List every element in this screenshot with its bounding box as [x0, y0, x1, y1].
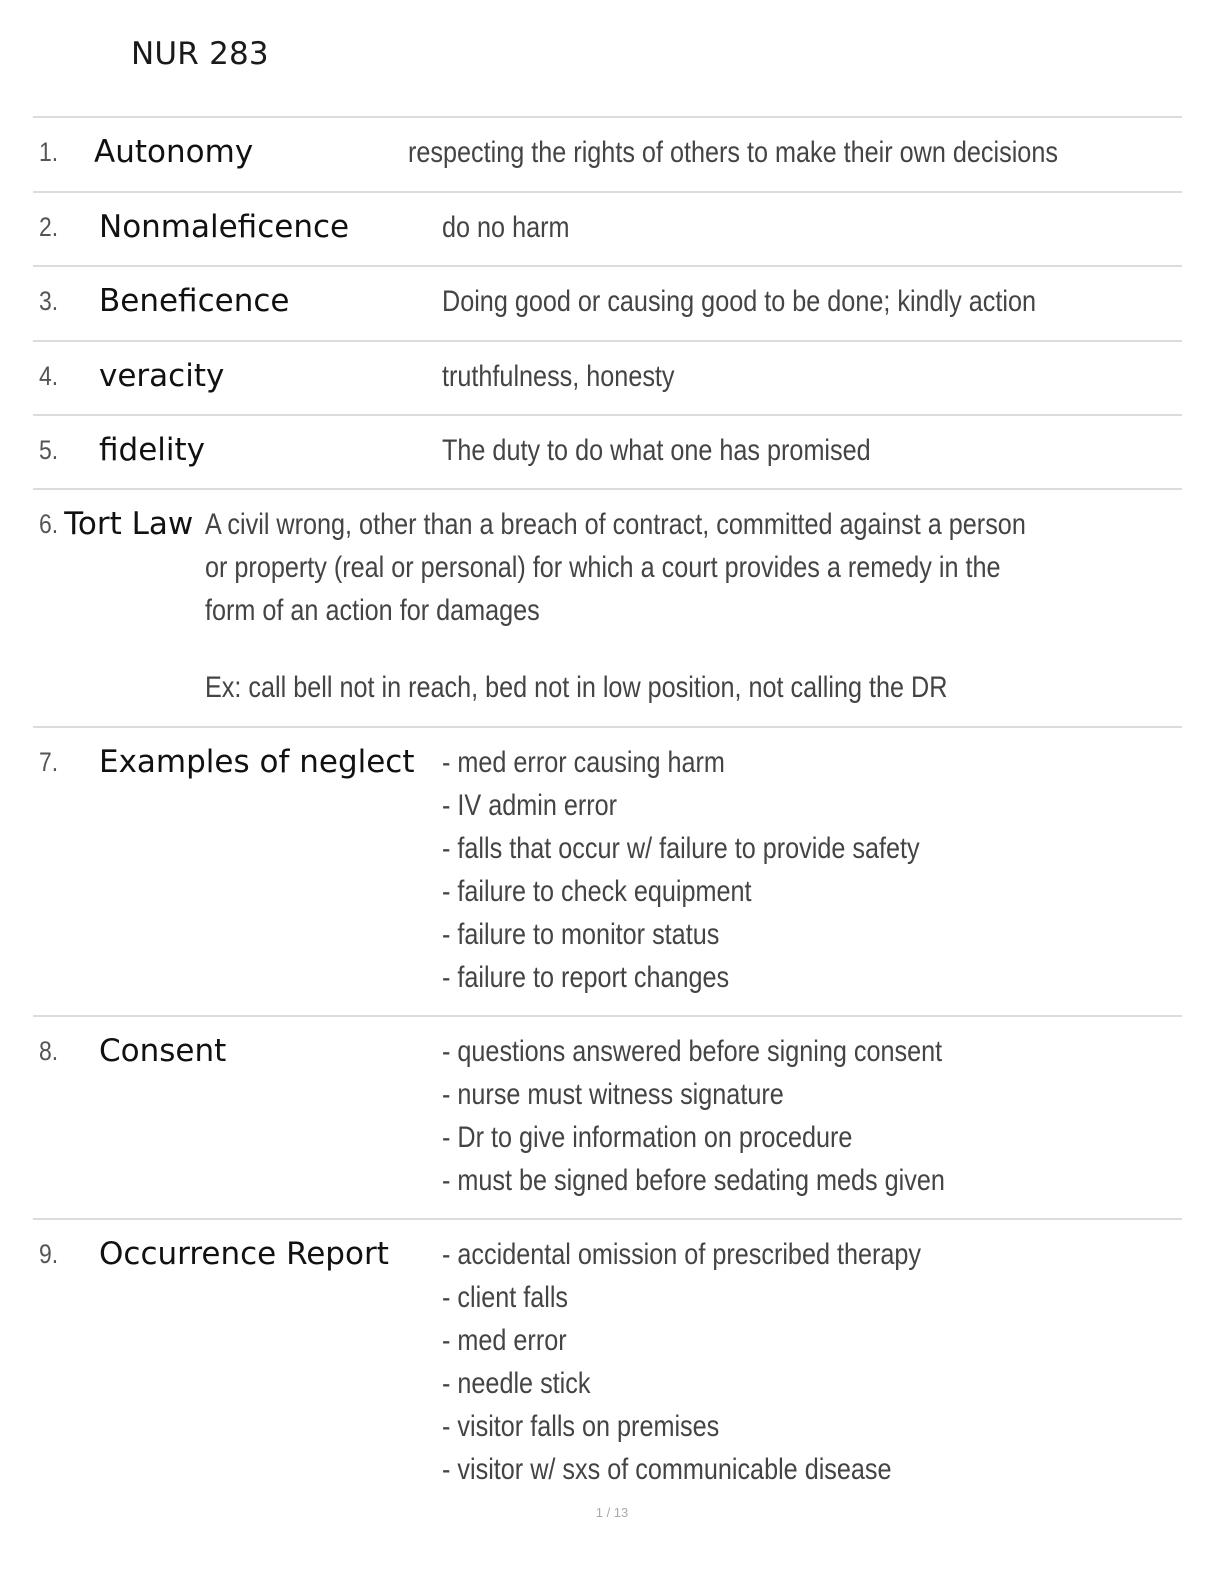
card-number: 2. — [38, 212, 59, 242]
definition-line: respecting the rights of others to make their own decisions — [408, 136, 1059, 169]
card-number: 6. — [38, 509, 59, 539]
card-term: Consent — [99, 1033, 227, 1069]
card-row — [33, 116, 1182, 191]
card-term: Beneficence — [99, 283, 290, 319]
card-definition — [205, 503, 1182, 709]
page-number: 1 / 13 — [595, 1505, 629, 1520]
definition-line: - visitor falls on premises — [442, 1410, 720, 1443]
card-definition — [442, 1233, 1182, 1491]
card-definition — [408, 131, 1182, 174]
card-row — [33, 265, 1182, 340]
card-term: veracity — [99, 358, 225, 394]
card-term: Tort Law — [64, 506, 194, 542]
card-number: 4. — [38, 361, 59, 391]
card-term: Nonmaleficence — [99, 209, 350, 245]
card-term: Examples of neglect — [99, 744, 415, 780]
definition-line: - failure to monitor status — [442, 918, 720, 951]
card-term: Occurrence Report — [99, 1236, 389, 1272]
definition-line: - failure to check equipment — [442, 875, 752, 908]
card-row — [33, 1015, 1182, 1218]
card-definition — [442, 429, 1182, 472]
definition-line: Doing good or causing good to be done; kindly action — [442, 285, 1037, 318]
card-definition — [442, 1030, 1182, 1202]
card-row — [33, 1218, 1182, 1488]
definition-line: - IV admin error — [442, 789, 618, 822]
definition-line: - falls that occur w/ failure to provide safety — [442, 832, 920, 865]
card-definition — [442, 355, 1182, 398]
definition-line: - visitor w/ sxs of communicable disease — [442, 1453, 892, 1486]
definition-line: - must be signed before sedating meds given — [442, 1164, 945, 1197]
card-row — [33, 191, 1182, 265]
definition-line: - nurse must witness signature — [442, 1078, 784, 1111]
definition-line: - Dr to give information on procedure — [442, 1121, 853, 1154]
card-number: 7. — [38, 747, 59, 777]
card-term: Autonomy — [94, 134, 254, 170]
card-number: 1. — [38, 137, 59, 167]
definition-line: - needle stick — [442, 1367, 591, 1400]
definition-line: The duty to do what one has promised — [442, 434, 871, 467]
card-definition — [442, 741, 1182, 999]
card-row — [33, 726, 1182, 1015]
definition-line: Ex: call bell not in reach, bed not in low position, not calling the DR — [204, 671, 948, 704]
definition-blank-line — [205, 632, 1026, 666]
definition-line: or property (real or personal) for which a court provides a remedy in the — [204, 551, 1001, 584]
flashcard-list — [33, 116, 1182, 1488]
definition-line: form of an action for damages — [204, 594, 540, 627]
definition-line: A civil wrong, other than a breach of contract, committed against a person — [204, 508, 1026, 541]
definition-line: - accidental omission of prescribed therapy — [442, 1238, 922, 1271]
card-number: 8. — [38, 1036, 59, 1066]
definition-line: - med error causing harm — [442, 746, 725, 779]
card-row — [33, 414, 1182, 488]
card-definition — [442, 280, 1182, 323]
card-term: fidelity — [99, 432, 206, 468]
definition-line: - questions answered before signing consent — [442, 1035, 943, 1068]
card-number: 3. — [38, 286, 59, 316]
page-title: NUR 283 — [131, 36, 269, 72]
definition-line: - med error — [442, 1324, 567, 1357]
definition-line: truthfulness, honesty — [442, 360, 675, 393]
card-row — [33, 340, 1182, 414]
card-row — [33, 488, 1182, 726]
definition-line: - failure to report changes — [442, 961, 730, 994]
card-number: 5. — [38, 435, 59, 465]
card-number: 9. — [38, 1239, 59, 1269]
card-definition — [442, 206, 1182, 249]
definition-line: - client falls — [442, 1281, 569, 1314]
definition-line: do no harm — [442, 211, 570, 244]
